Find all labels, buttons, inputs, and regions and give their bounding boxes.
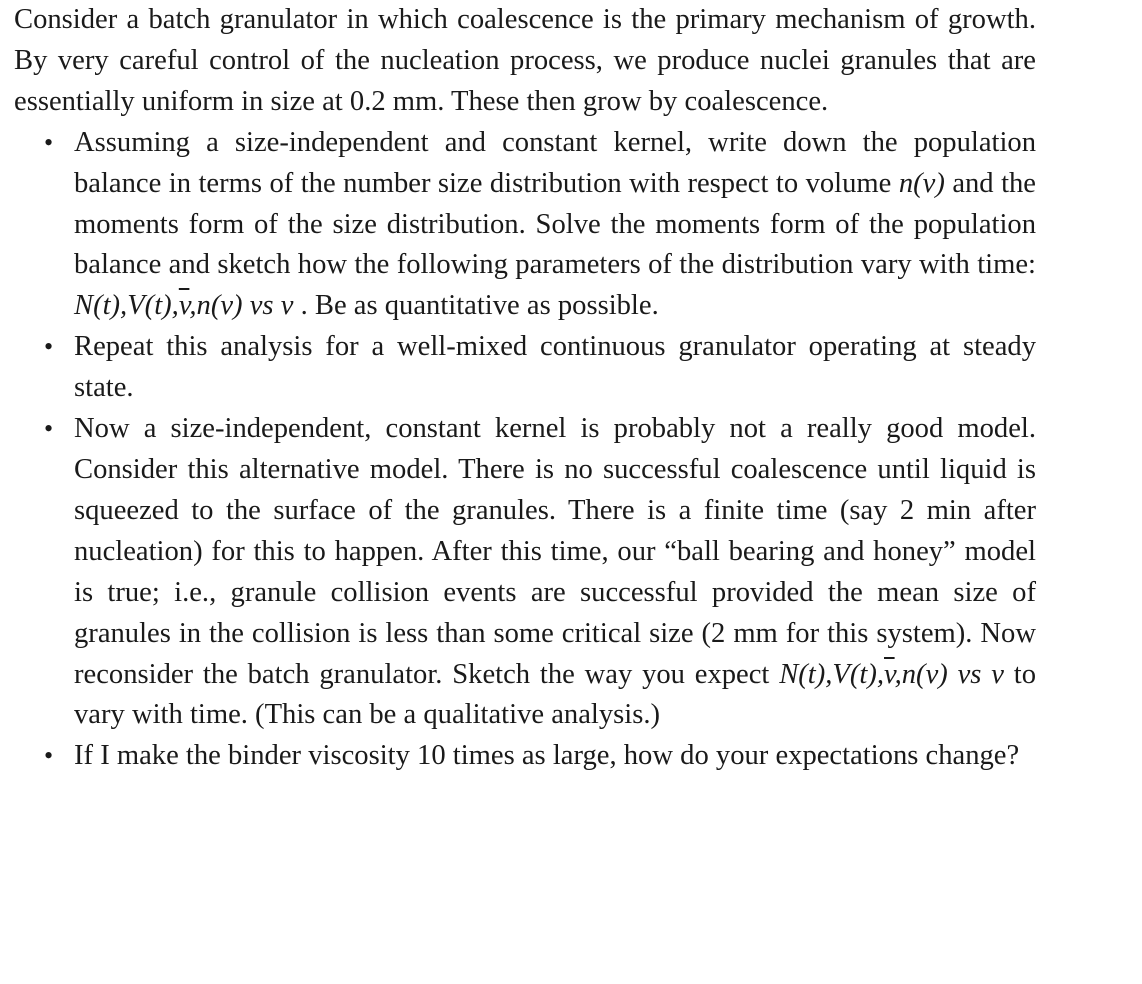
question-item-4 xyxy=(14,736,1036,777)
intro-paragraph: Consider a batch granulator in which coalescence is the primary mechanism of growth. By very careful control of the nucleation process, we produce nuclei granules that are essentially uniform in size at 0.2 mm. These then grow by coalescence. xyxy=(14,4,1036,117)
bullet-icon: • xyxy=(44,332,54,362)
q3-comma: , xyxy=(894,658,902,690)
q3-vs: vs xyxy=(947,658,992,690)
q1-nv2: n(v) xyxy=(196,290,243,322)
bullet-icon: • xyxy=(44,414,54,444)
question-item-1 xyxy=(14,123,1036,328)
q3-v: v xyxy=(991,658,1004,690)
q3-params: N(t),V(t), xyxy=(779,658,885,690)
question-list xyxy=(14,123,1036,778)
q1-text-c: . Be as quantitative as possible. xyxy=(293,290,659,322)
q1-params: N(t),V(t), xyxy=(74,290,179,322)
q3-nv: n(v) xyxy=(901,658,948,690)
q3-text-c: to vary with time. (This can be a qualitative analysis.) xyxy=(74,658,1037,731)
question-item-2 xyxy=(14,327,1036,409)
q1-text-b: and the moments form of the size distribution. Solve the moments form of the population balance and sketch how the following parameters of the distribution vary with time: xyxy=(74,167,1036,281)
q4-text: If I make the binder viscosity 10 times as large, how do your expectations change? xyxy=(74,740,1020,772)
bullet-icon: • xyxy=(44,741,54,771)
question-item-3 xyxy=(14,409,1036,736)
bullet-icon: • xyxy=(44,127,54,157)
q1-comma: , xyxy=(189,290,197,322)
q1-vbar: $\overline{v}$ xyxy=(178,290,190,322)
q3-text-a: Now a size-independent, constant kernel is probably not a really good model. Consider this alternative model. There is no successful coalescence until liquid is squeezed to the surface of the granules. There is a finite time (say 2 min after nucleation) for this to happen. After this time, our “ball bearing and honey” model is true; i.e., granule collision events are successful provided the mean size of granules in the collision is less than some critical size (2 mm for this system). Now reconsider the batch granulator. Sketch the way you expect xyxy=(74,413,1036,690)
q1-v: v xyxy=(280,290,294,322)
q2-text: Repeat this analysis for a well-mixed continuous granulator operating at steady state. xyxy=(74,331,1036,404)
q1-vs: vs xyxy=(242,290,281,322)
q1-nv: n(v) xyxy=(898,167,945,199)
q3-vbar: $\overline{v}$ xyxy=(884,658,895,690)
q1-text-a: Assuming a size-independent and constant kernel, write down the population balance in terms of the number size distribution with respect to volume xyxy=(74,126,1036,199)
problem-text xyxy=(14,0,1036,777)
